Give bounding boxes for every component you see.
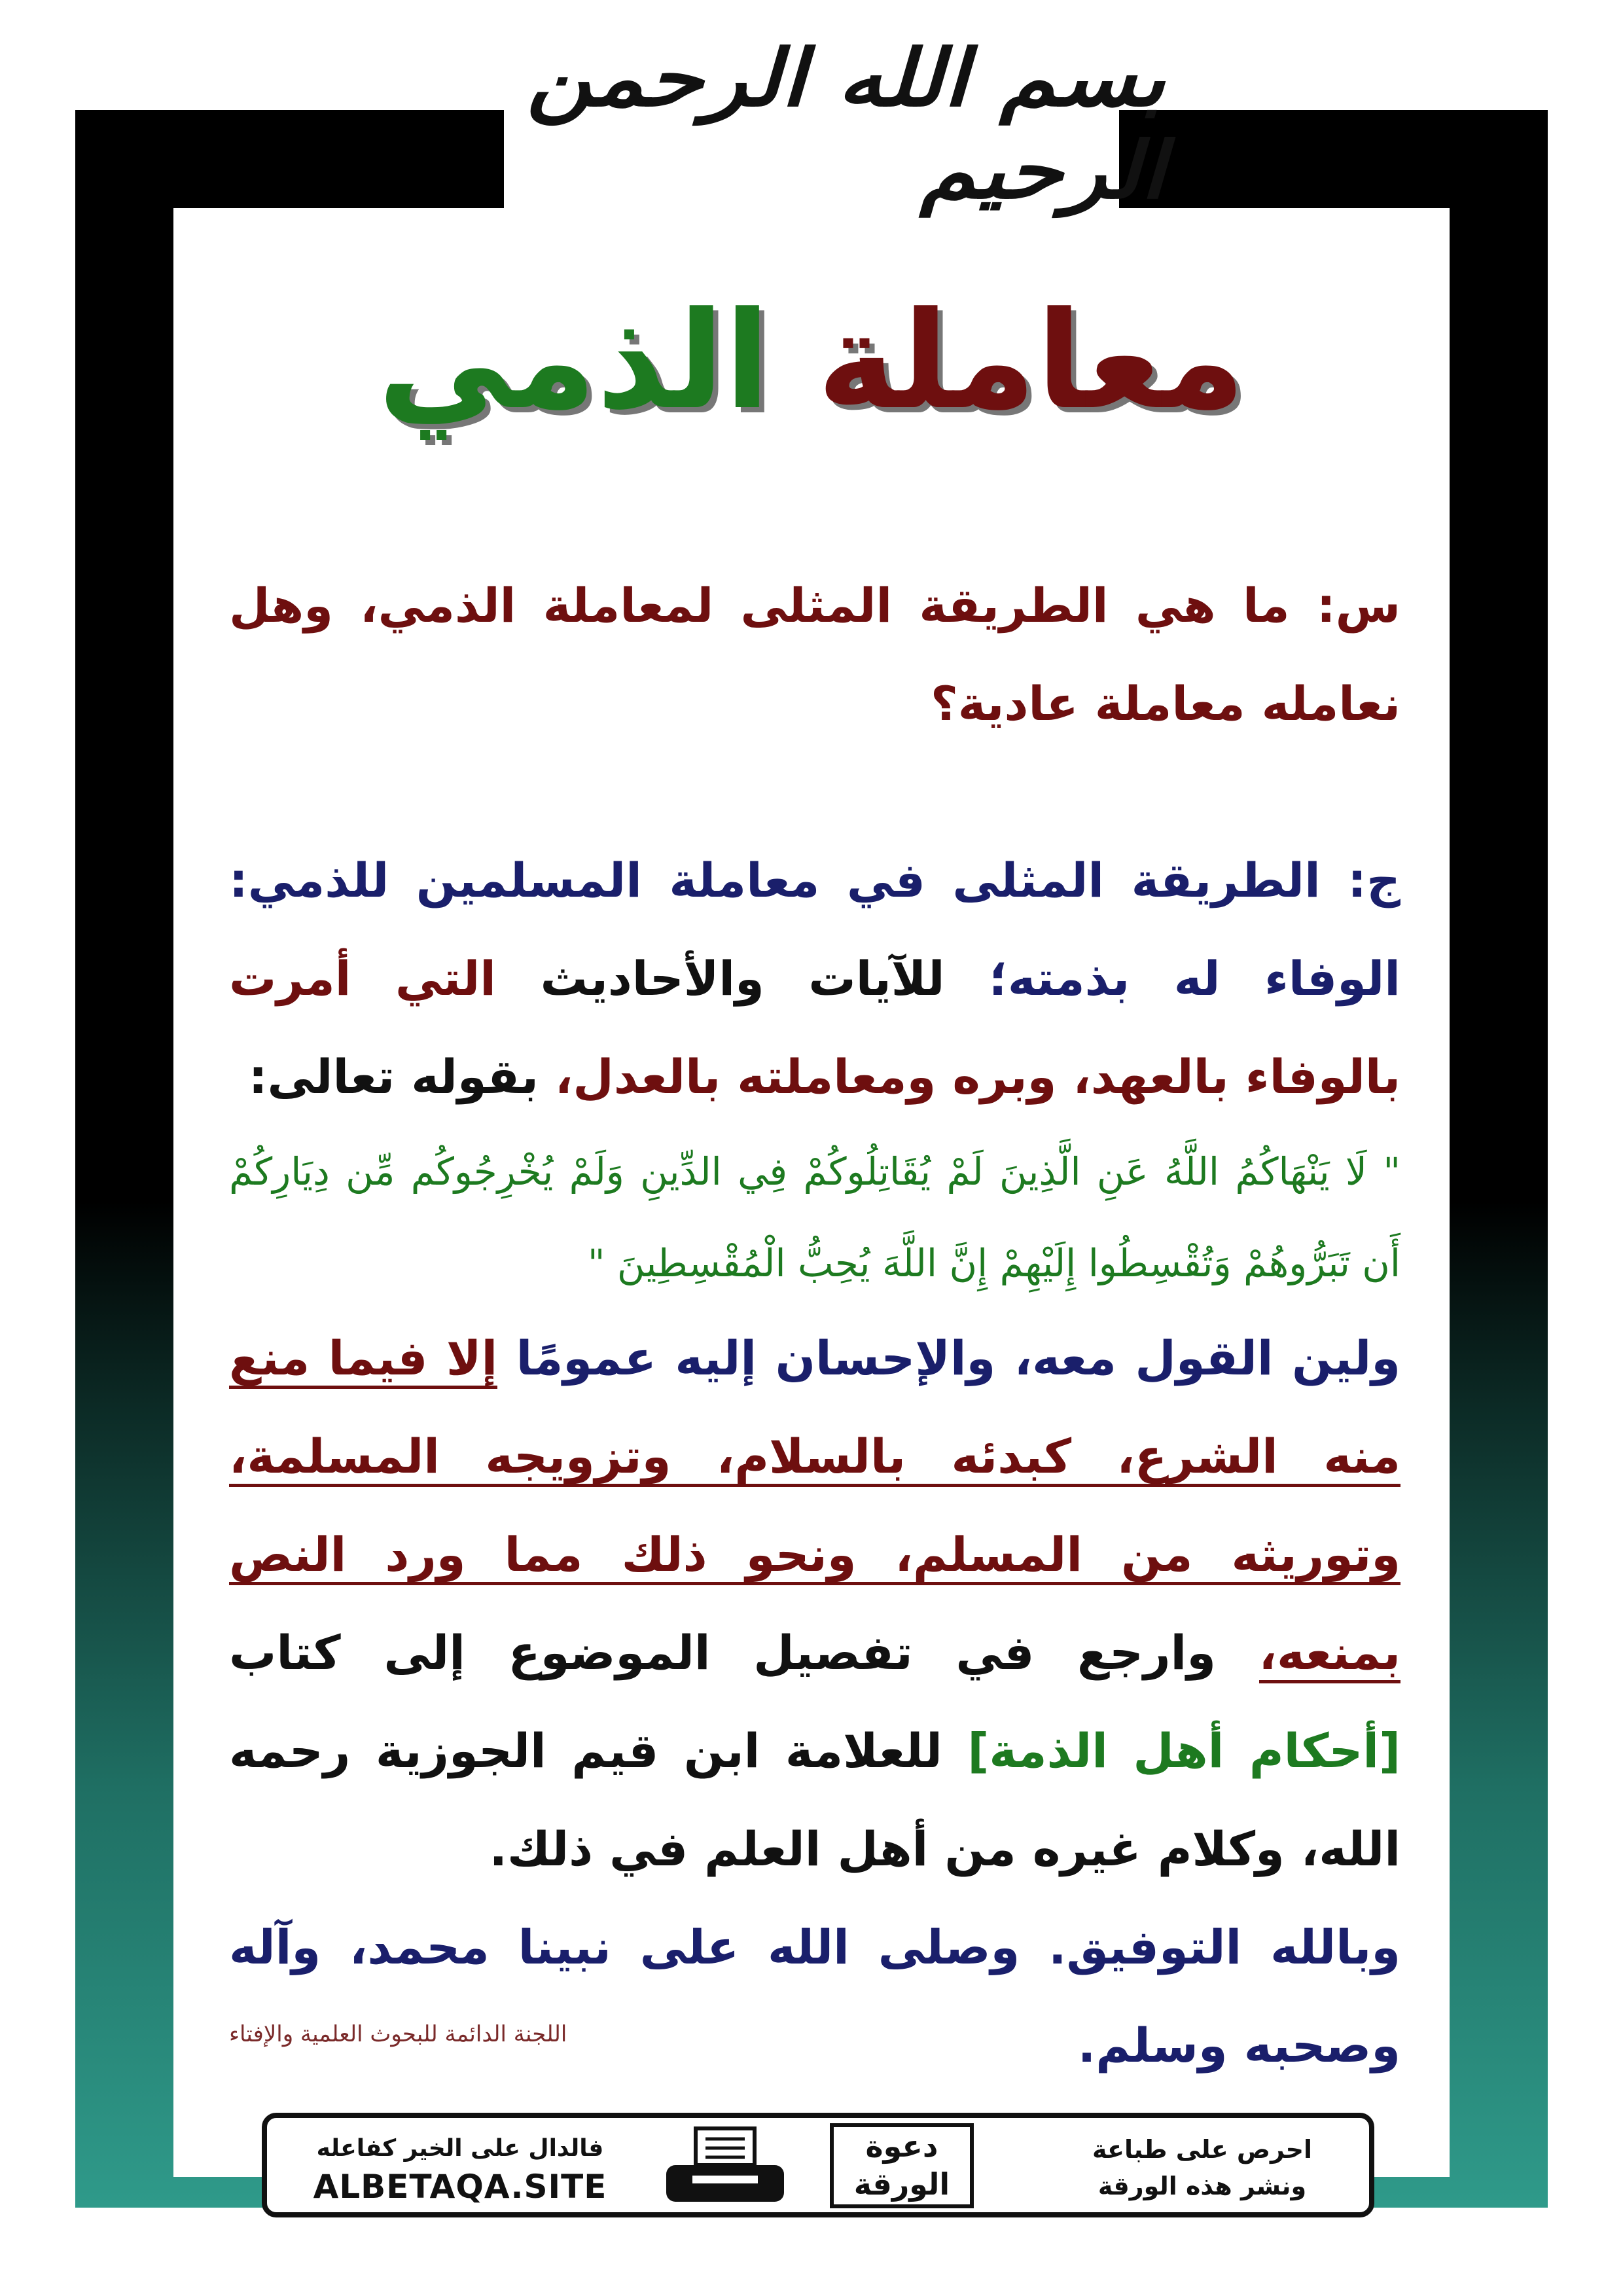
logo-line2: الورقة (853, 2166, 950, 2202)
page-title (173, 283, 1450, 439)
basmala-banner (504, 32, 1166, 217)
footer-print-line1: احرص على طباعة (1092, 2135, 1313, 2164)
answer-reference-tail: للعلامة ابن قيم الجوزية رحمه الله، وكلام غيره من أهل العلم في ذلك. (229, 1723, 1400, 1876)
logo-line1: دعوة (865, 2128, 938, 2164)
answer-exceptions: إلا فيما منع منه الشرع، كبدئه بالسلام، وتزويجه المسلمة، وتوريثه من المسلم، ونحو ذلك مما ورد النص بمنعه، (229, 1331, 1400, 1683)
footer-print-line2: ونشر هذه الورقة (1097, 2172, 1307, 2200)
dawa-logo (830, 2123, 974, 2208)
article-body (229, 556, 1400, 2094)
answer-commanded: التي أمرت بالوفاء بالعهد، وبره ومعاملته بالعدل، (229, 951, 1400, 1104)
question-text: س: ما هي الطريقة المثلى لمعاملة الذمي، وهل نعامله معاملة عادية؟ (229, 578, 1400, 731)
basmala-calligraphy: بسم الله الرحمن الرحيم (526, 32, 1166, 217)
title-word-muamala: معاملة (817, 283, 1245, 439)
answer-intro: ج: الطريقة المثلى في معاملة المسلمين للذمي: (229, 853, 1400, 908)
footer-bar (262, 2113, 1374, 2217)
printer-icon (660, 2125, 791, 2210)
answer-reference-lead: وارجع في تفصيل الموضوع إلى كتاب (229, 1625, 1216, 1680)
source-attribution: اللجنة الدائمة للبحوث العلمية والإفتاء (229, 2021, 567, 2047)
book-title: [أحكام أهل الذمة] (967, 1723, 1400, 1778)
footer-site-block (306, 2132, 614, 2208)
answer-fidelity: الوفاء له بذمته؛ (989, 951, 1400, 1006)
answer-kindness: ولين القول معه، والإحسان إليه عمومًا (516, 1331, 1400, 1386)
title-word-dhimmi: الذمي (378, 283, 771, 439)
answer-evidence: للآيات والأحاديث (540, 951, 945, 1006)
site-link[interactable]: ALBETAQA.SITE (313, 2168, 607, 2206)
footer-print-note (1061, 2131, 1343, 2204)
footer-proverb: فالدال على الخير كفاعله (316, 2135, 604, 2162)
answer-paragraph (229, 831, 1400, 1898)
closing-text: وبالله التوفيق. وصلى الله على نبينا محمد، وآله وصحبه وسلم. (229, 1920, 1400, 2073)
answer-verse-lead: بقوله تعالى: (248, 1049, 539, 1104)
quran-verse: " لَا يَنْهَاكُمُ اللَّهُ عَنِ الَّذِينَ لَمْ يُقَاتِلُوكُمْ فِي الدِّينِ وَلَمْ يُخْرِجُوكُم مِّن دِيَارِكُمْ أَن تَبَرُّوهُمْ وَتُقْسِطُوا إِلَيْهِمْ إِنَّ اللَّهَ يُحِبُّ الْمُقْسِطِينَ " (229, 1149, 1400, 1285)
